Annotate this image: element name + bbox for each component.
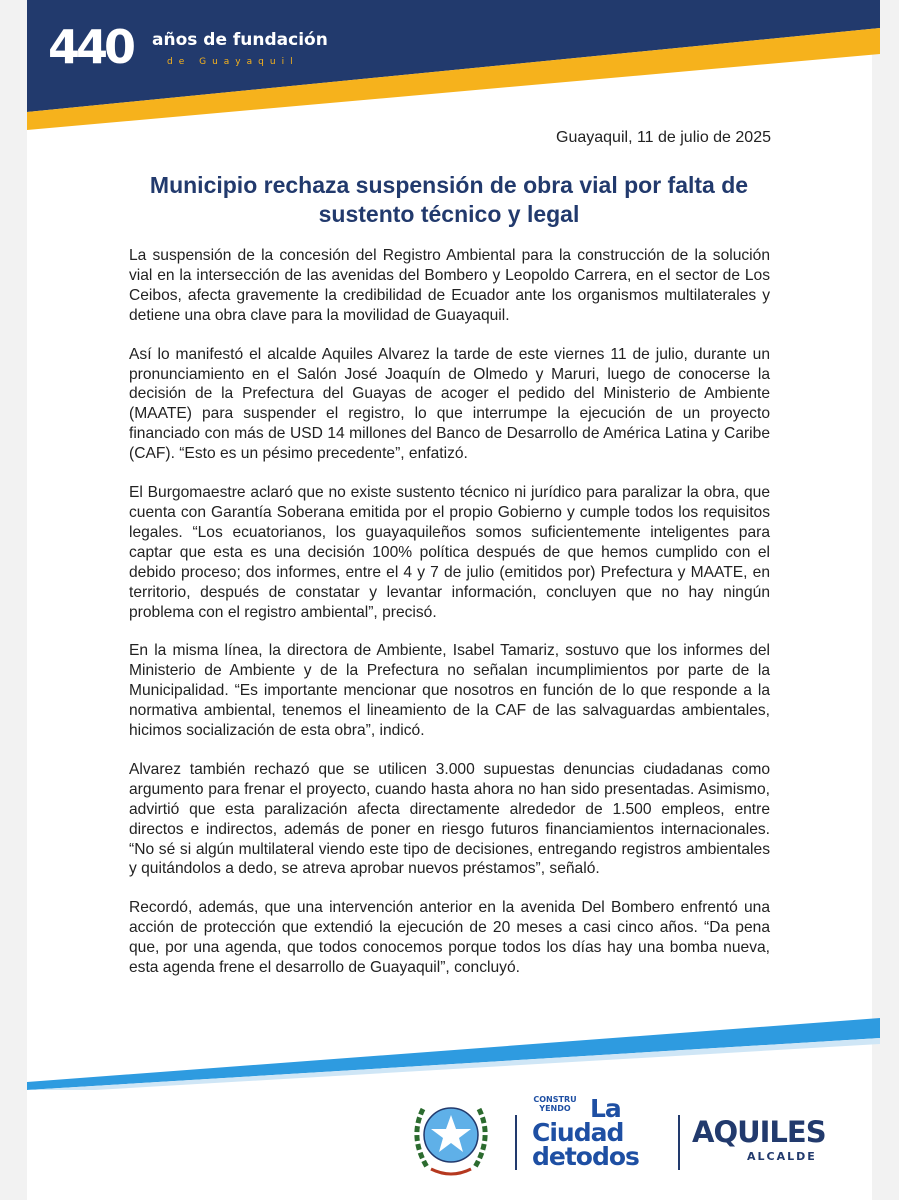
document-date: Guayaquil, 11 de julio de 2025 — [556, 129, 771, 146]
mayor-title: ALCALDE — [747, 1150, 817, 1163]
body-paragraph: Alvarez también rechazó que se utilicen 3.000 supuestas denuncias ciudadanas como argumento para frenar el proyecto, cuando hasta ahora no han sido presentadas. Asimismo, advirtió que esta paralización afecta directamente alrededor de 1.500 empleos, entre directos e indirectos, además de poner en riesgo futuros financiamientos internacionales. “No sé si algún multilateral viendo este tipo de decisiones, entregando registros ambientales y quitándolos a dedo, se atreva aprobar nuevos préstamos”, señaló. — [129, 760, 770, 878]
body-paragraph: Recordó, además, que una intervención anterior en la avenida Del Bombero enfrentó una acción de protección que extendió la ejecución de 20 meses a casi cinco años. “Da pena que, por una agenda, que todos conocemos porque todos los días hay una bomba nueva, esta agenda frene el desarrollo de Guayaquil”, concluyó. — [129, 899, 770, 977]
footer-band — [0, 1010, 899, 1090]
body-paragraph: El Burgomaestre aclaró que no existe sustento técnico ni jurídico para paralizar la obra, que cuenta con Garantía Soberana emitida por el propio Gobierno y cumple todos los requisitos legales. “Los ecuatorianos, los guayaquileños somos suficientemente inteligentes para captar que esta es una decisión 100% política después de que hemos cumplido con el debido proceso; dos informes, entre el 4 y 7 de julio (emitidos por) Prefectura y MAATE, en territorio, después de constatar y levantar información, concluyen que no hay ningún problema con el registro ambiental”, precisó. — [129, 484, 770, 621]
body-paragraph: En la misma línea, la directora de Ambiente, Isabel Tamariz, sostuvo que los informes del Ministerio de Ambiente y de la Prefectura no señalan incumplimientos por parte de la Municipalidad. “Es importante mencionar que nosotros en función de lo que responde a la normativa ambiental, tenemos el lineamiento de la CAF de las salvaguardas ambientales, hicimos socialización de esta obra”, indicó. — [129, 642, 770, 740]
footer-logos — [0, 1085, 899, 1185]
anniversary-logo-tagline: años de fundación — [152, 30, 328, 50]
slogan-logo — [532, 1094, 639, 1171]
document-body — [129, 246, 770, 997]
anniversary-logo-city: de Guayaquil — [167, 57, 299, 67]
logo-divider — [678, 1115, 680, 1170]
logo-divider — [515, 1115, 517, 1170]
header-band — [0, 0, 899, 135]
body-paragraph: Así lo manifestó el alcalde Aquiles Alvarez la tarde de este viernes 11 de julio, durante un pronunciamiento en el Salón José Joaquín de Olmedo y Maruri, luego de conocerse la decisión de la Prefectura del Guayas de acoger el pedido del Ministerio de Ambiente (MAATE) para suspender el registro, lo que interrumpe la ejecución de un proyecto financiado con más de USD 14 millones del Banco de Desarrollo de América Latina y Caribe (CAF). “Esto es un pésimo precedente”, enfatizó. — [129, 345, 770, 463]
anniversary-logo-number: 440 — [48, 20, 133, 74]
body-paragraph: La suspensión de la concesión del Registro Ambiental para la construcción de la solución vial en la intersección de las avenidas del Bombero y Leopoldo Carrera, en el sector de Los Ceibos, afecta gravemente la credibilidad de Ecuador ante los organismos multilaterales y detiene una obra clave para la movilidad de Guayaquil. — [129, 247, 770, 324]
slogan-line: La — [590, 1094, 621, 1123]
slogan-line: Ciudad — [532, 1118, 624, 1147]
guayaquil-seal-icon — [405, 1097, 497, 1181]
slogan-small-text: CONSTRU YENDO — [533, 1095, 577, 1113]
footer-blue-stripe — [27, 1018, 880, 1090]
slogan-line: detodos — [532, 1142, 639, 1171]
document-headline: Municipio rechaza suspensión de obra vial por falta de sustento técnico y legal — [149, 172, 749, 227]
mayor-name: AQUILES — [692, 1115, 826, 1149]
